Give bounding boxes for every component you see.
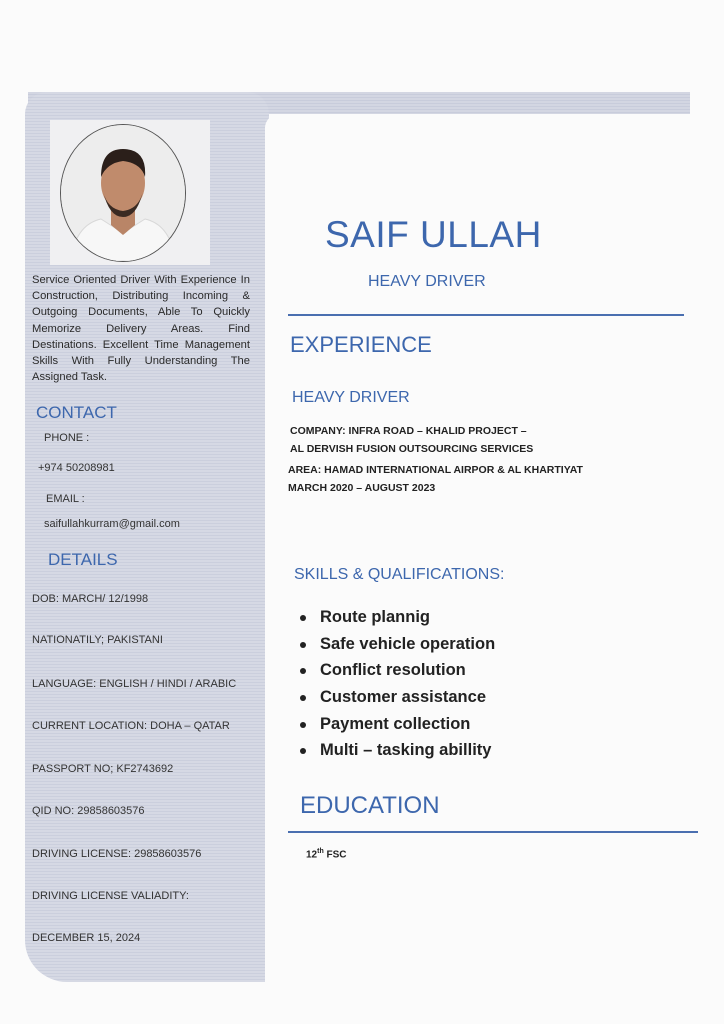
detail-location: CURRENT LOCATION: DOHA – QATAR — [32, 720, 230, 732]
divider-rule — [288, 314, 684, 316]
experience-area: AREA: HAMAD INTERNATIONAL AIRPOR & AL KHARTIYAT — [288, 464, 583, 476]
detail-qid: QID NO: 29858603576 — [32, 805, 145, 817]
details-heading: DETAILS — [48, 550, 118, 569]
detail-license-validity-label: DRIVING LICENSE VALIADITY: — [32, 890, 189, 902]
education-heading: EDUCATION — [300, 792, 440, 819]
detail-license: DRIVING LICENSE: 29858603576 — [32, 848, 202, 860]
detail-dob: DOB: MARCH/ 12/1998 — [32, 593, 149, 605]
experience-company: COMPANY: INFRA ROAD – KHALID PROJECT – — [290, 425, 527, 437]
candidate-role: HEAVY DRIVER — [368, 273, 486, 290]
education-level: 12 — [306, 849, 318, 861]
job-title: HEAVY DRIVER — [292, 389, 410, 406]
phone-value: +974 50208981 — [38, 462, 115, 474]
detail-nationality: NATIONATILY; PAKISTANI — [32, 634, 163, 646]
skills-list — [298, 604, 495, 764]
profile-photo — [60, 124, 186, 262]
profile-summary: Service Oriented Driver With Experience In Construction, Distributing Incoming & Outgoing Documents, Able To Quickly Memorize Delivery Areas. Find Destinations. Excellent Time Management Skills With Fully Understanding The Assigned Task. — [32, 274, 250, 384]
list-item: Multi – tasking abillity — [298, 737, 495, 764]
list-item: Customer assistance — [298, 684, 495, 711]
person-avatar-icon — [61, 125, 185, 261]
experience-company-2: AL DERVISH FUSION OUTSOURCING SERVICES — [290, 443, 534, 455]
email-label: EMAIL : — [46, 493, 85, 505]
education-entry — [306, 848, 347, 860]
contact-heading: CONTACT — [36, 403, 117, 422]
candidate-name: SAIF ULLAH — [325, 214, 542, 255]
list-item: Route plannig — [298, 604, 495, 631]
education-qualification: FSC — [326, 849, 347, 861]
list-item: Conflict resolution — [298, 657, 495, 684]
email-value: saifullahkurram@gmail.com — [44, 518, 180, 530]
education-level-suffix: th — [317, 848, 324, 855]
experience-heading: EXPERIENCE — [290, 332, 432, 357]
skills-heading: SKILLS & QUALIFICATIONS: — [294, 566, 505, 583]
phone-label: PHONE : — [44, 432, 90, 444]
list-item: Payment collection — [298, 711, 495, 738]
detail-passport: PASSPORT NO; KF2743692 — [32, 763, 174, 775]
profile-photo-frame — [50, 120, 210, 265]
detail-license-validity-date: DECEMBER 15, 2024 — [32, 932, 141, 944]
experience-dates: MARCH 2020 – AUGUST 2023 — [288, 482, 436, 494]
education-divider — [288, 831, 698, 833]
list-item: Safe vehicle operation — [298, 631, 495, 658]
detail-language: LANGUAGE: ENGLISH / HINDI / ARABIC — [32, 678, 237, 690]
